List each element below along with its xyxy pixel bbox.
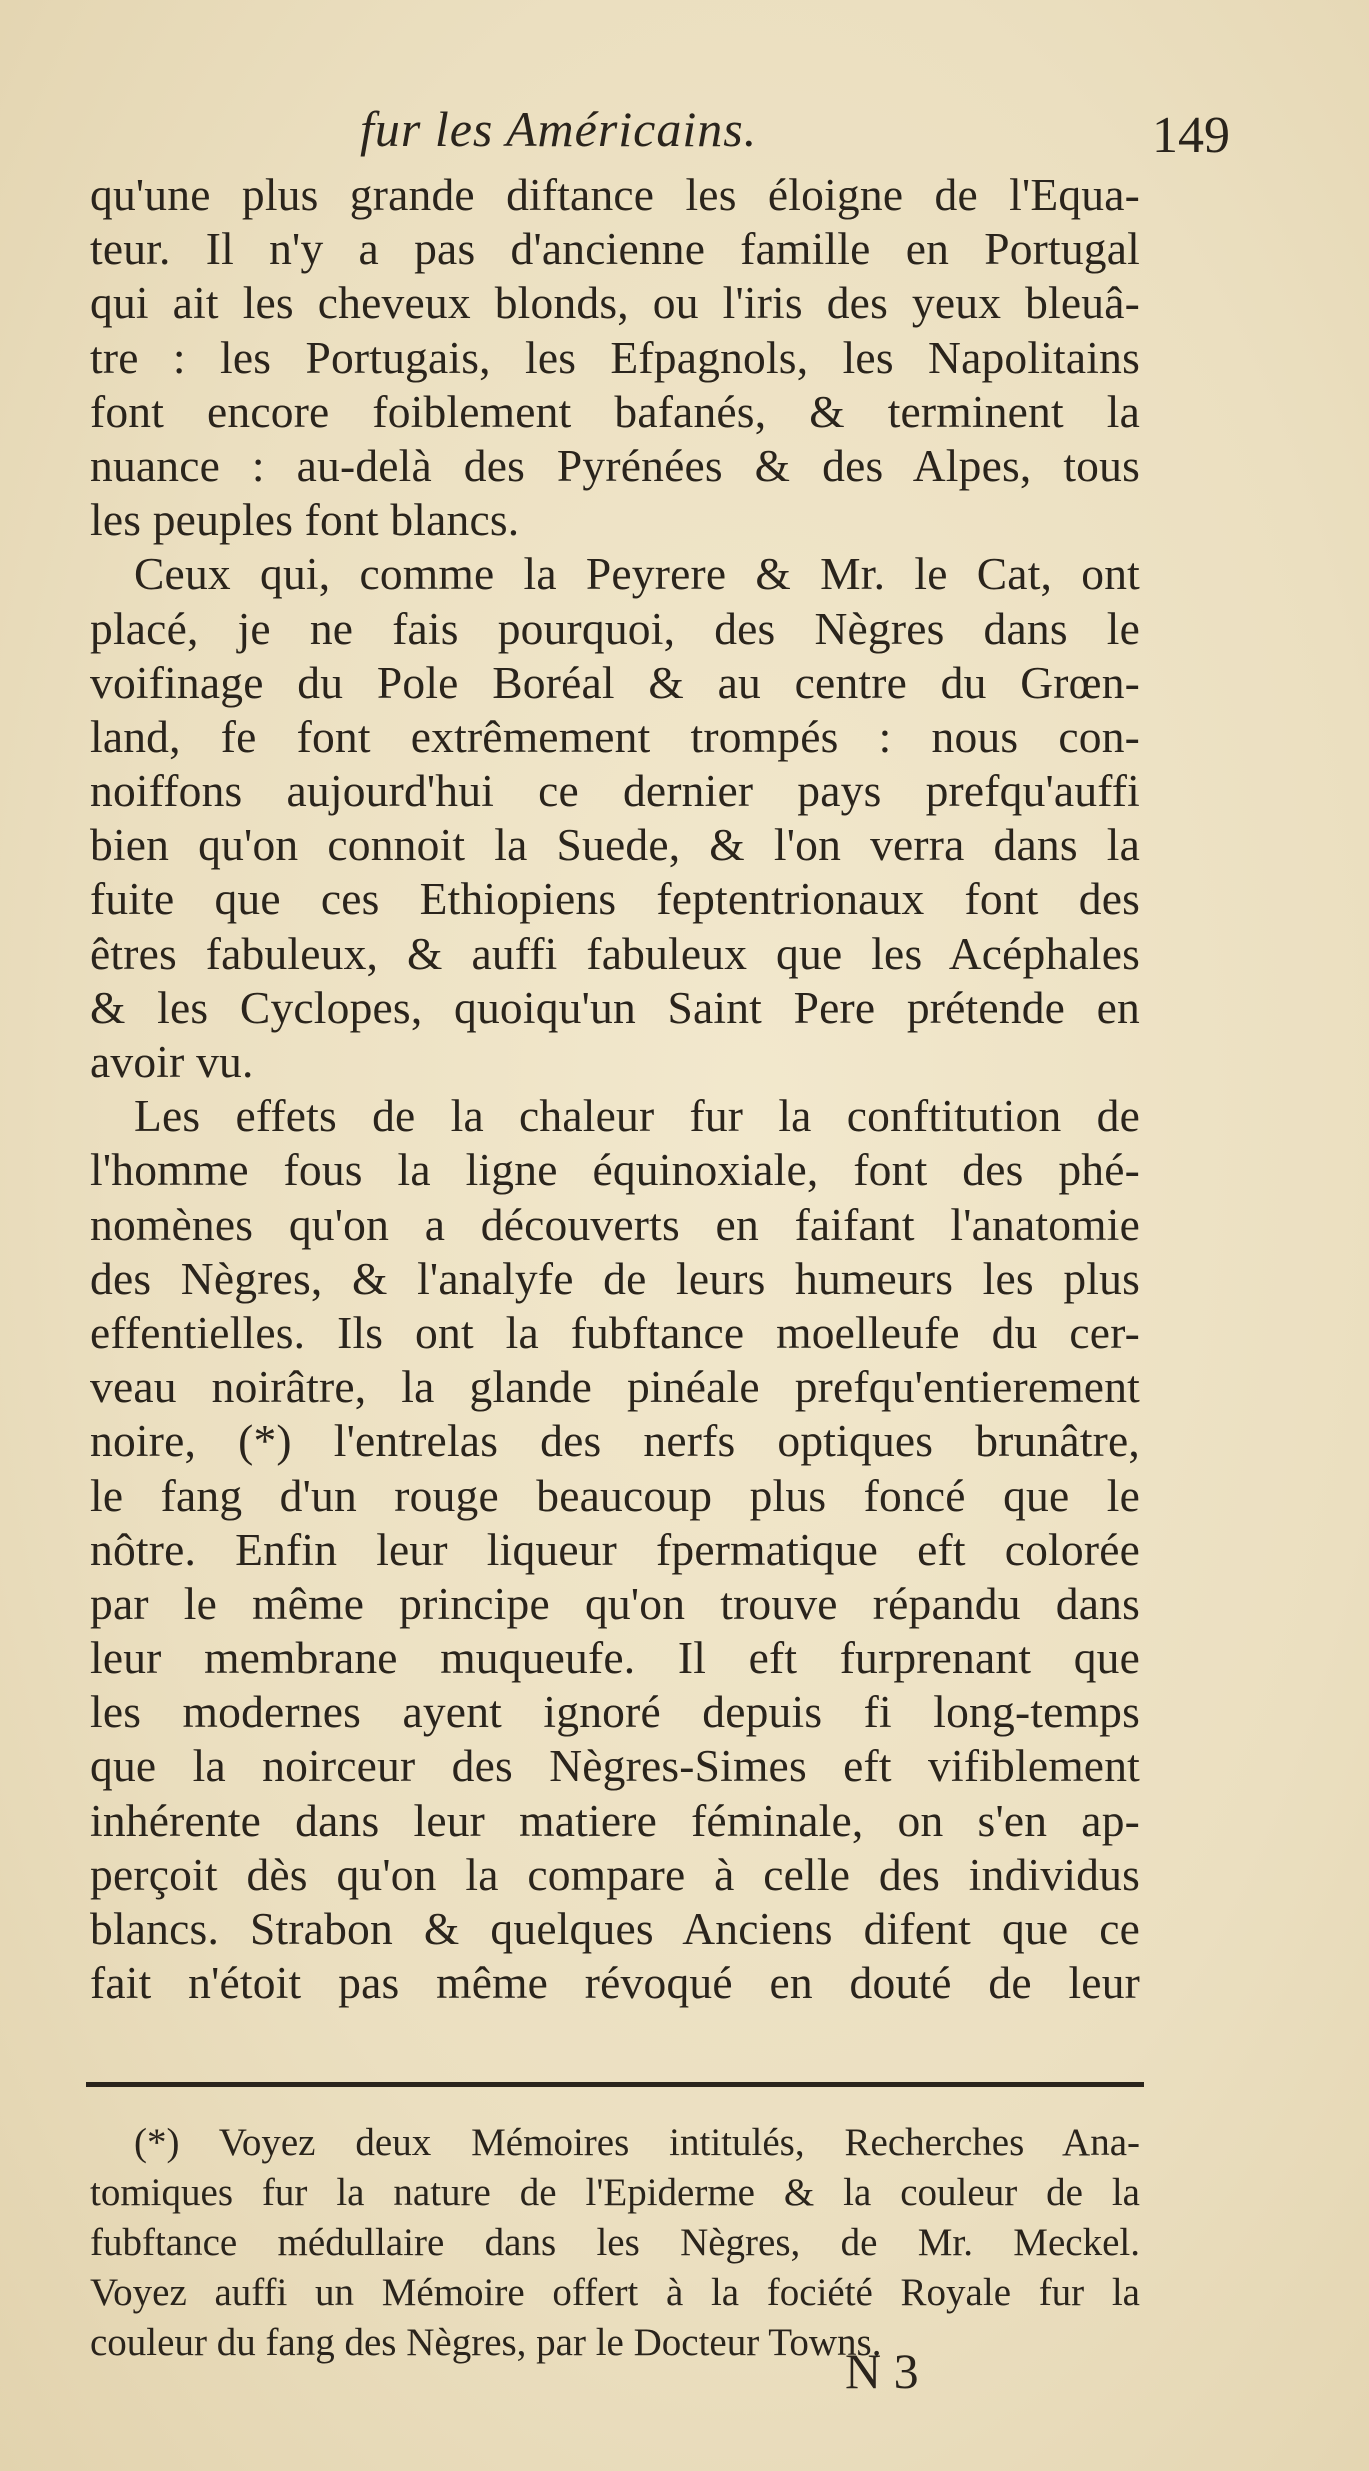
text-line: blancs. Strabon & quelques Anciens difent que ce [90,1903,1140,1954]
footnote-line: couleur du fang des Nègres, par le Docteur Towns. [90,2321,882,2364]
paragraph-start-line: Les effets de la chaleur fur la conftitution de [134,1090,1140,1142]
text-line: noire, (*) l'entrelas des nerfs optiques brunâtre, [90,1415,1140,1467]
text-line: les modernes ayent ignoré depuis fi long-temps [90,1686,1140,1738]
text-line: placé, je ne fais pourquoi, des Nègres dans le [90,602,1140,654]
footnote-line: Voyez auffi un Mémoire offert à la fociété Royale fur la [90,2271,1140,2314]
text-line: effentielles. Ils ont la fubftance moelleufe du cer- [90,1306,1140,1358]
footnote-line: fubftance médullaire dans les Nègres, de Mr. Meckel. [90,2221,1140,2264]
body-text [90,168,1140,2010]
text-line: des Nègres, & l'analyfe de leurs humeurs les plus [90,1252,1140,1304]
text-line: perçoit dès qu'on la compare à celle des individus [90,1848,1140,1900]
text-line: voifinage du Pole Boréal & au centre du Grœn- [90,656,1140,708]
text-line: qu'une plus grande diftance les éloigne de l'Equa- [90,169,1140,220]
paragraph-start-line: Ceux qui, comme la Peyrere & Mr. le Cat, ont [134,548,1140,600]
text-line: nôtre. Enfin leur liqueur fpermatique eft colorée [90,1523,1140,1575]
text-line: tre : les Portugais, les Efpagnols, les Napolitains [90,331,1140,383]
text-line: nuance : au-delà des Pyrénées & des Alpes, tous [90,439,1140,491]
footnote-line: tomiques fur la nature de l'Epiderme & la couleur de la [90,2171,1140,2214]
paragraph-end-line: avoir vu. [90,1036,254,1087]
text-line: qui ait les cheveux blonds, ou l'iris des yeux bleuâ- [90,277,1140,329]
text-line: fait n'étoit pas même révoqué en douté de leur [90,1957,1140,2009]
text-line: êtres fabuleux, & auffi fabuleux que les Acéphales [90,927,1140,979]
footnote-divider [86,2082,1144,2087]
text-line: veau noirâtre, la glande pinéale prefqu'entierement [90,1361,1140,1413]
text-line: land, fe font extrêmement trompés : nous con- [90,710,1140,762]
text-line: le fang d'un rouge beaucoup plus foncé que le [90,1469,1140,1521]
text-line: nomènes qu'on a découverts en faifant l'anatomie [90,1198,1140,1250]
text-line: leur membrane muqueufe. Il eft furprenant que [90,1632,1140,1684]
text-line: inhérente dans leur matiere féminale, on s'en ap- [90,1794,1140,1846]
paragraph-end-line: les peuples font blancs. [90,494,520,546]
text-line: fuite que ces Ethiopiens feptentrionaux font des [90,873,1140,925]
text-line: que la noirceur des Nègres-Simes eft vifiblement [90,1740,1140,1792]
signature-mark: N 3 [845,2343,919,2399]
text-line: l'homme fous la ligne équinoxiale, font des phé- [90,1144,1140,1196]
footnote-line: (*) Voyez deux Mémoires intitulés, Recherches Ana- [134,2121,1140,2164]
text-line: font encore foiblement bafanés, & terminent la [90,385,1140,437]
running-title: fur les Américains. [360,101,758,157]
text-line: teur. Il n'y a pas d'ancienne famille en Portugal [90,223,1140,275]
text-line: par le même principe qu'on trouve répandu dans [90,1577,1140,1629]
text-line: noiffons aujourd'hui ce dernier pays prefqu'auffi [90,765,1140,817]
text-line: & les Cyclopes, quoiqu'un Saint Pere prétende en [90,981,1140,1033]
page-header [350,100,1230,172]
text-line: bien qu'on connoit la Suede, & l'on verra dans la [90,819,1140,871]
footnote [90,2118,1140,2368]
page-number: 149 [1152,107,1230,164]
